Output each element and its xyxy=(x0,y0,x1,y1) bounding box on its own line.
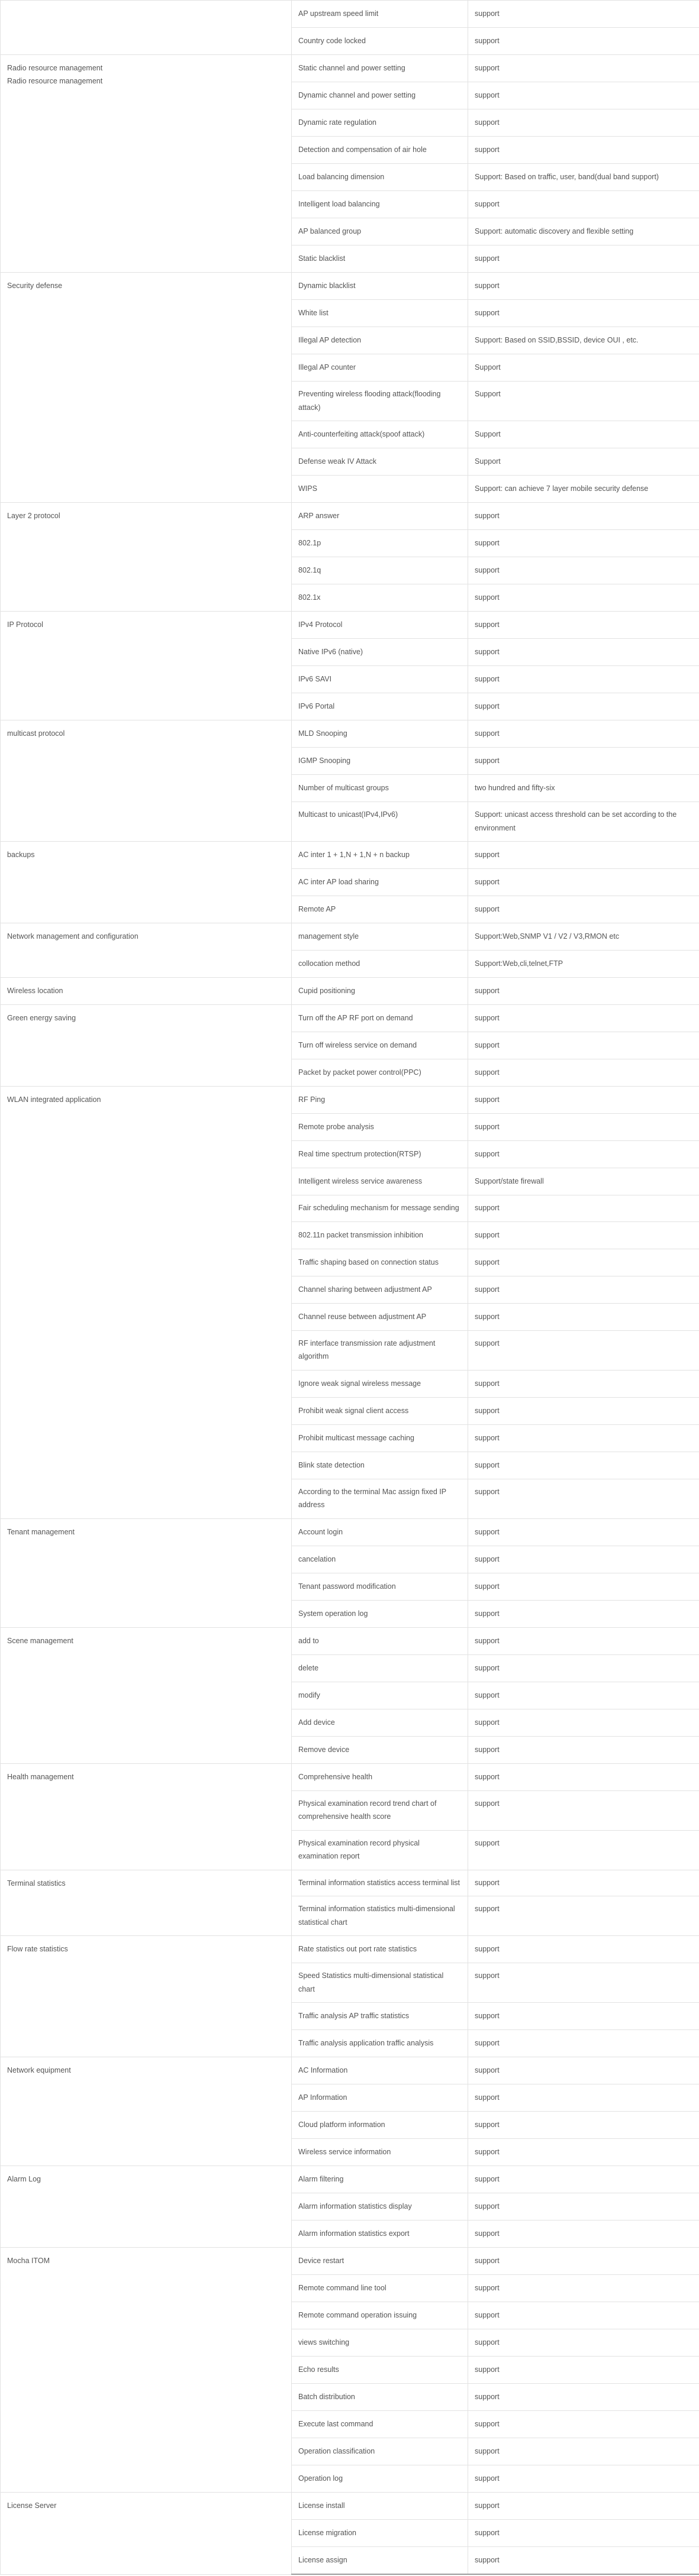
feature-cell: License migration xyxy=(292,2520,468,2547)
feature-cell: AC Information xyxy=(292,2057,468,2084)
category-label: Network management and configuration xyxy=(7,932,138,940)
feature-cell: add to xyxy=(292,1627,468,1654)
support-value-cell: support xyxy=(468,842,699,869)
support-value-cell: Support/state firewall xyxy=(468,1168,699,1195)
category-label: Health management xyxy=(7,1772,74,1781)
feature-cell: Remove device xyxy=(292,1736,468,1763)
support-value-cell: support xyxy=(468,1424,699,1452)
table-row xyxy=(1,1005,699,1032)
table-row xyxy=(1,842,699,869)
category-label: Scene management xyxy=(7,1636,73,1645)
feature-cell: Real time spectrum protection(RTSP) xyxy=(292,1141,468,1168)
category-label: Terminal statistics xyxy=(7,1879,66,1887)
support-value-cell: support xyxy=(468,1963,699,2003)
feature-cell: Prohibit multicast message caching xyxy=(292,1424,468,1452)
support-value-cell: support xyxy=(468,1,699,28)
support-value-cell: support xyxy=(468,2112,699,2139)
category-label: Flow rate statistics xyxy=(7,1945,68,1953)
feature-cell: AP Information xyxy=(292,2084,468,2112)
support-value-cell: support xyxy=(468,137,699,164)
feature-cell: According to the terminal Mac assign fixed IP address xyxy=(292,1479,468,1518)
feature-cell: Alarm information statistics display xyxy=(292,2193,468,2221)
support-value-cell: support xyxy=(468,2520,699,2547)
table-row xyxy=(1,1627,699,1654)
support-value-cell: support xyxy=(468,1896,699,1936)
feature-cell: 802.1x xyxy=(292,584,468,612)
feature-cell: Load balancing dimension xyxy=(292,164,468,191)
table-row xyxy=(1,273,699,300)
support-value-cell: support xyxy=(468,693,699,720)
feature-cell: Ignore weak signal wireless message xyxy=(292,1370,468,1397)
support-value-cell: support xyxy=(468,1005,699,1032)
category-cell xyxy=(1,2248,292,2493)
support-value-cell: support xyxy=(468,2166,699,2193)
support-value-cell: Support xyxy=(468,382,699,421)
feature-cell: Device restart xyxy=(292,2248,468,2275)
feature-cell: cancelation xyxy=(292,1546,468,1573)
feature-cell: Terminal information statistics multi-dimensional statistical chart xyxy=(292,1896,468,1936)
category-cell xyxy=(1,1005,292,1087)
category-cell xyxy=(1,720,292,842)
category-label: IP Protocol xyxy=(7,620,43,629)
category-label: Security defense xyxy=(7,282,63,290)
support-value-cell: support xyxy=(468,2329,699,2357)
support-value-cell: support xyxy=(468,1546,699,1573)
feature-cell: 802.1q xyxy=(292,557,468,584)
feature-cell: License assign xyxy=(292,2547,468,2575)
feature-cell: Batch distribution xyxy=(292,2384,468,2411)
category-cell xyxy=(1,842,292,923)
feature-cell: RF Ping xyxy=(292,1087,468,1114)
feature-cell: AP balanced group xyxy=(292,218,468,245)
support-value-cell: support xyxy=(468,1790,699,1830)
feature-cell: Detection and compensation of air hole xyxy=(292,137,468,164)
feature-cell: Execute last command xyxy=(292,2411,468,2438)
support-value-cell: support xyxy=(468,2057,699,2084)
support-value-cell: Support xyxy=(468,421,699,448)
table-row xyxy=(1,503,699,530)
support-value-cell: support xyxy=(468,1221,699,1249)
feature-cell: Remote command line tool xyxy=(292,2275,468,2302)
feature-cell: License install xyxy=(292,2493,468,2520)
feature-cell: Traffic analysis AP traffic statistics xyxy=(292,2003,468,2030)
support-value-cell: support xyxy=(468,2275,699,2302)
feature-cell: Intelligent wireless service awareness xyxy=(292,1168,468,1195)
feature-cell: Intelligent load balancing xyxy=(292,191,468,218)
support-value-cell: support xyxy=(468,2030,699,2057)
support-value-cell: support xyxy=(468,896,699,923)
support-value-cell: support xyxy=(468,1709,699,1736)
feature-cell: Turn off wireless service on demand xyxy=(292,1032,468,1059)
support-value-cell: support xyxy=(468,1087,699,1114)
category-cell xyxy=(1,1,292,55)
feature-cell: Add device xyxy=(292,1709,468,1736)
feature-cell: Terminal information statistics access terminal list xyxy=(292,1870,468,1896)
support-value-cell: support xyxy=(468,1763,699,1790)
feature-cell: Rate statistics out port rate statistics xyxy=(292,1936,468,1963)
support-value-cell: support xyxy=(468,2248,699,2275)
feature-cell: WIPS xyxy=(292,476,468,503)
feature-cell: Physical examination record trend chart of comprehensive health score xyxy=(292,1790,468,1830)
table-row xyxy=(1,55,699,82)
feature-cell: AC inter 1 + 1,N + 1,N + n backup xyxy=(292,842,468,869)
category-cell xyxy=(1,503,292,612)
support-value-cell: support xyxy=(468,245,699,273)
support-value-cell: support xyxy=(468,2221,699,2248)
support-value-cell: support xyxy=(468,2139,699,2166)
category-label: multicast protocol xyxy=(7,729,65,738)
category-label: Network equipment xyxy=(7,2066,71,2074)
feature-cell: White list xyxy=(292,300,468,327)
feature-cell: RF interface transmission rate adjustment algorithm xyxy=(292,1330,468,1370)
support-value-cell: support xyxy=(468,28,699,55)
support-value-cell: support xyxy=(468,191,699,218)
table-row xyxy=(1,1,699,28)
feature-cell: collocation method xyxy=(292,951,468,978)
feature-cell: delete xyxy=(292,1654,468,1682)
feature-cell: Prohibit weak signal client access xyxy=(292,1397,468,1424)
support-value-cell: support xyxy=(468,530,699,557)
support-value-cell: Support:Web,SNMP V1 / V2 / V3,RMON etc xyxy=(468,923,699,951)
feature-cell: Comprehensive health xyxy=(292,1763,468,1790)
category-cell xyxy=(1,978,292,1005)
table-row xyxy=(1,1870,699,1896)
table-row xyxy=(1,1936,699,1963)
feature-cell: AC inter AP load sharing xyxy=(292,869,468,896)
support-value-cell: support xyxy=(468,1303,699,1330)
support-value-cell: support xyxy=(468,666,699,693)
category-cell xyxy=(1,1763,292,1870)
support-value-cell: support xyxy=(468,2438,699,2465)
support-value-cell: support xyxy=(468,2465,699,2493)
feature-cell: Dynamic channel and power setting xyxy=(292,82,468,109)
support-value-cell: support xyxy=(468,1059,699,1087)
support-value-cell: support xyxy=(468,1032,699,1059)
table-row xyxy=(1,1087,699,1114)
feature-cell: Packet by packet power control(PPC) xyxy=(292,1059,468,1087)
feature-cell: management style xyxy=(292,923,468,951)
feature-cell: 802.11n packet transmission inhibition xyxy=(292,1221,468,1249)
feature-cell: IGMP Snooping xyxy=(292,748,468,775)
feature-cell: IPv6 SAVI xyxy=(292,666,468,693)
category-cell xyxy=(1,1518,292,1627)
support-value-cell: support xyxy=(468,1397,699,1424)
support-value-cell: support xyxy=(468,720,699,748)
feature-cell: AP upstream speed limit xyxy=(292,1,468,28)
feature-cell: Cloud platform information xyxy=(292,2112,468,2139)
feature-cell: Preventing wireless flooding attack(flooding attack) xyxy=(292,382,468,421)
feature-cell: Traffic shaping based on connection status xyxy=(292,1249,468,1276)
feature-cell: Anti-counterfeiting attack(spoof attack) xyxy=(292,421,468,448)
feature-cell: Turn off the AP RF port on demand xyxy=(292,1005,468,1032)
category-cell xyxy=(1,923,292,978)
support-value-cell: Support xyxy=(468,448,699,476)
support-value-cell: support xyxy=(468,1518,699,1546)
category-label: Radio resource management xyxy=(7,64,103,72)
support-value-cell: support xyxy=(468,1627,699,1654)
support-value-cell: support xyxy=(468,2084,699,2112)
category-label: Mocha ITOM xyxy=(7,2257,50,2265)
feature-cell: Fair scheduling mechanism for message sending xyxy=(292,1195,468,1222)
support-value-cell: Support: unicast access threshold can be set according to the environment xyxy=(468,802,699,842)
feature-cell: Cupid positioning xyxy=(292,978,468,1005)
support-value-cell: support xyxy=(468,1452,699,1479)
category-cell xyxy=(1,55,292,273)
support-value-cell: support xyxy=(468,1141,699,1168)
support-value-cell: support xyxy=(468,2384,699,2411)
feature-cell: views switching xyxy=(292,2329,468,2357)
feature-cell: Illegal AP detection xyxy=(292,327,468,354)
support-value-cell: support xyxy=(468,503,699,530)
feature-cell: Operation log xyxy=(292,2465,468,2493)
category-label: Layer 2 protocol xyxy=(7,512,60,520)
feature-cell: Account login xyxy=(292,1518,468,1546)
category-label: backups xyxy=(7,851,35,859)
category-cell xyxy=(1,612,292,720)
support-value-cell: support xyxy=(468,1936,699,1963)
support-value-cell: support xyxy=(468,584,699,612)
support-value-cell: support xyxy=(468,1573,699,1600)
support-value-cell: support xyxy=(468,1330,699,1370)
feature-cell: Echo results xyxy=(292,2357,468,2384)
support-value-cell: support xyxy=(468,2357,699,2384)
feature-cell: Alarm information statistics export xyxy=(292,2221,468,2248)
support-value-cell: support xyxy=(468,639,699,666)
table-row xyxy=(1,2248,699,2275)
category-cell xyxy=(1,2166,292,2248)
feature-cell: Country code locked xyxy=(292,28,468,55)
support-value-cell: support xyxy=(468,2193,699,2221)
category-label: License Server xyxy=(7,2501,57,2510)
feature-cell: Channel sharing between adjustment AP xyxy=(292,1276,468,1303)
category-label: Tenant management xyxy=(7,1527,75,1536)
feature-cell: Defense weak IV Attack xyxy=(292,448,468,476)
support-value-cell: two hundred and fifty-six xyxy=(468,775,699,802)
support-value-cell: Support xyxy=(468,354,699,382)
feature-cell: Channel reuse between adjustment AP xyxy=(292,1303,468,1330)
feature-cell: Remote command operation issuing xyxy=(292,2302,468,2329)
feature-cell: Dynamic blacklist xyxy=(292,273,468,300)
support-value-cell: Support: Based on traffic, user, band(dual band support) xyxy=(468,164,699,191)
support-value-cell: support xyxy=(468,2411,699,2438)
feature-cell: Operation classification xyxy=(292,2438,468,2465)
support-value-cell: support xyxy=(468,1830,699,1870)
feature-cell: Blink state detection xyxy=(292,1452,468,1479)
table-row xyxy=(1,1518,699,1546)
support-value-cell: support xyxy=(468,612,699,639)
support-value-cell: support xyxy=(468,1195,699,1222)
support-value-cell: support xyxy=(468,1114,699,1141)
category-cell xyxy=(1,1936,292,2057)
table-row xyxy=(1,2493,699,2520)
support-value-cell: support xyxy=(468,1479,699,1518)
feature-cell: Alarm filtering xyxy=(292,2166,468,2193)
support-value-cell: support xyxy=(468,978,699,1005)
feature-cell: Traffic analysis application traffic analysis xyxy=(292,2030,468,2057)
feature-cell: Native IPv6 (native) xyxy=(292,639,468,666)
category-label: WLAN integrated application xyxy=(7,1095,101,1104)
category-label: Alarm Log xyxy=(7,2175,41,2183)
support-value-cell: support xyxy=(468,2003,699,2030)
table-row xyxy=(1,2166,699,2193)
feature-cell: ARP answer xyxy=(292,503,468,530)
feature-cell: IPv4 Protocol xyxy=(292,612,468,639)
support-value-cell: support xyxy=(468,109,699,137)
feature-cell: System operation log xyxy=(292,1600,468,1627)
support-value-cell: support xyxy=(468,869,699,896)
support-value-cell: support xyxy=(468,1276,699,1303)
category-cell xyxy=(1,2057,292,2166)
feature-cell: 802.1p xyxy=(292,530,468,557)
support-value-cell: Support: Based on SSID,BSSID, device OUI , etc. xyxy=(468,327,699,354)
feature-cell: Physical examination record physical examination report xyxy=(292,1830,468,1870)
feature-cell: Remote AP xyxy=(292,896,468,923)
support-value-cell: support xyxy=(468,2547,699,2575)
support-value-cell: Support: can achieve 7 layer mobile security defense xyxy=(468,476,699,503)
feature-cell: Multicast to unicast(IPv4,IPv6) xyxy=(292,802,468,842)
table-row xyxy=(1,1763,699,1790)
feature-cell: Static blacklist xyxy=(292,245,468,273)
spec-table-body xyxy=(1,1,699,2575)
table-row xyxy=(1,923,699,951)
feature-cell: Number of multicast groups xyxy=(292,775,468,802)
category-cell xyxy=(1,1627,292,1763)
support-value-cell: support xyxy=(468,82,699,109)
support-value-cell: support xyxy=(468,1870,699,1896)
support-value-cell: support xyxy=(468,55,699,82)
feature-cell: Speed Statistics multi-dimensional statistical chart xyxy=(292,1963,468,2003)
feature-cell: Illegal AP counter xyxy=(292,354,468,382)
table-row xyxy=(1,612,699,639)
feature-cell: modify xyxy=(292,1682,468,1709)
support-value-cell: support xyxy=(468,273,699,300)
category-label: Radio resource management xyxy=(7,77,103,85)
category-cell xyxy=(1,2493,292,2575)
feature-cell: Tenant password modification xyxy=(292,1573,468,1600)
table-row xyxy=(1,2057,699,2084)
support-value-cell: Support:Web,cli,telnet,FTP xyxy=(468,951,699,978)
table-row xyxy=(1,720,699,748)
support-value-cell: support xyxy=(468,1249,699,1276)
category-cell xyxy=(1,1870,292,1936)
support-value-cell: support xyxy=(468,1736,699,1763)
feature-cell: Remote probe analysis xyxy=(292,1114,468,1141)
feature-cell: MLD Snooping xyxy=(292,720,468,748)
support-value-cell: support xyxy=(468,1600,699,1627)
support-value-cell: support xyxy=(468,2302,699,2329)
feature-cell: IPv6 Portal xyxy=(292,693,468,720)
category-cell xyxy=(1,1087,292,1519)
support-value-cell: support xyxy=(468,1654,699,1682)
category-label: Green energy saving xyxy=(7,1014,76,1022)
support-value-cell: Support: automatic discovery and flexible setting xyxy=(468,218,699,245)
support-value-cell: support xyxy=(468,1682,699,1709)
feature-cell: Dynamic rate regulation xyxy=(292,109,468,137)
feature-cell: Wireless service information xyxy=(292,2139,468,2166)
support-value-cell: support xyxy=(468,748,699,775)
feature-cell: Static channel and power setting xyxy=(292,55,468,82)
support-value-cell: support xyxy=(468,300,699,327)
support-value-cell: support xyxy=(468,2493,699,2520)
category-label: Wireless location xyxy=(7,987,63,995)
support-value-cell: support xyxy=(468,557,699,584)
category-cell xyxy=(1,273,292,503)
table-row xyxy=(1,978,699,1005)
support-value-cell: support xyxy=(468,1370,699,1397)
